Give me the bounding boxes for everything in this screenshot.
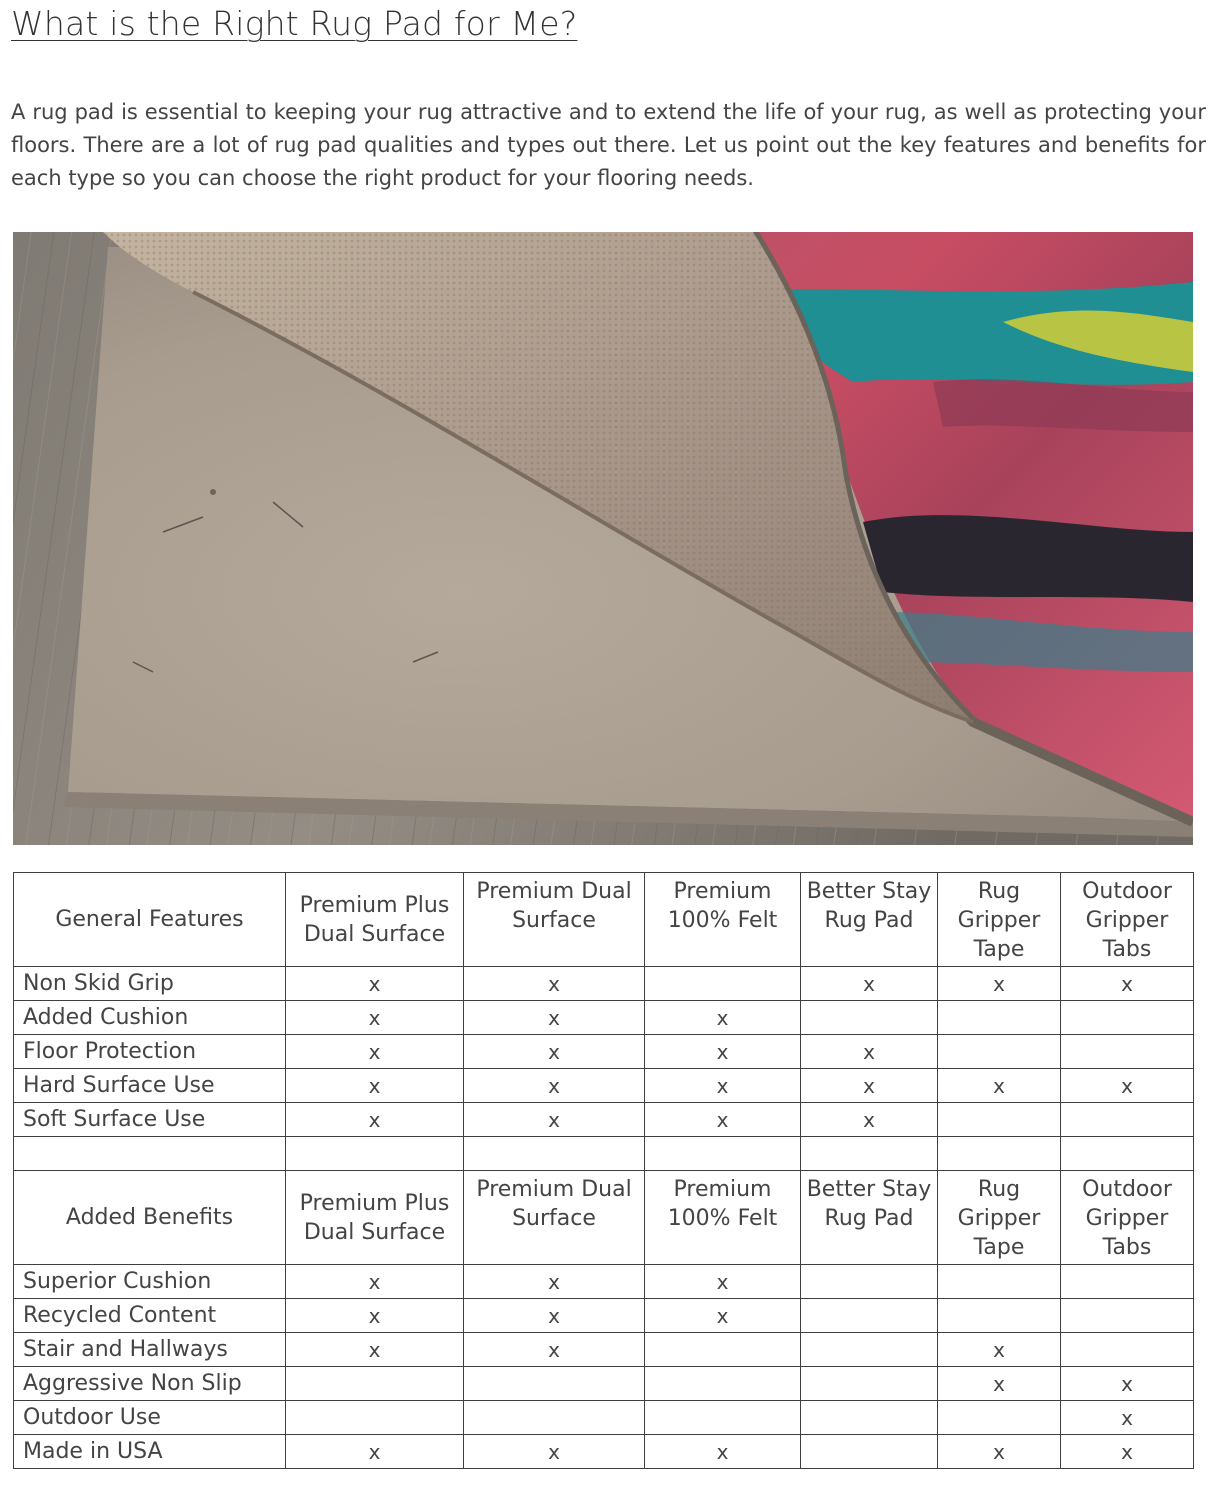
spacer-row xyxy=(14,1137,1194,1171)
check-mark: x xyxy=(1061,1401,1194,1435)
check-mark: x xyxy=(801,1069,938,1103)
check-mark: x xyxy=(645,1299,801,1333)
section-header-row xyxy=(14,873,1194,967)
empty-cell xyxy=(801,1265,938,1299)
empty-cell xyxy=(645,1367,801,1401)
section-heading: Added Benefits xyxy=(14,1171,286,1265)
feature-label: Aggressive Non Slip xyxy=(14,1367,286,1401)
table-row xyxy=(14,1435,1194,1469)
empty-cell xyxy=(801,1299,938,1333)
check-mark: x xyxy=(1061,1367,1194,1401)
check-mark: x xyxy=(286,967,464,1001)
table-row xyxy=(14,1103,1194,1137)
check-mark: x xyxy=(286,1435,464,1469)
product-header: Premium Plus Dual Surface xyxy=(286,1171,464,1265)
empty-cell xyxy=(1061,1333,1194,1367)
check-mark: x xyxy=(801,967,938,1001)
check-mark: x xyxy=(286,1265,464,1299)
empty-cell xyxy=(938,1299,1061,1333)
rug-pad-photo xyxy=(13,232,1193,845)
empty-cell xyxy=(464,1367,645,1401)
check-mark: x xyxy=(464,1299,645,1333)
product-header: Rug Gripper Tape xyxy=(938,1171,1061,1265)
feature-label: Outdoor Use xyxy=(14,1401,286,1435)
check-mark: x xyxy=(1061,967,1194,1001)
empty-cell xyxy=(1061,1035,1194,1069)
empty-cell xyxy=(801,1435,938,1469)
check-mark: x xyxy=(645,1069,801,1103)
product-header: Better Stay Rug Pad xyxy=(801,1171,938,1265)
empty-cell xyxy=(801,1333,938,1367)
empty-cell xyxy=(938,1137,1061,1171)
check-mark: x xyxy=(286,1035,464,1069)
feature-label: Soft Surface Use xyxy=(14,1103,286,1137)
check-mark: x xyxy=(645,1265,801,1299)
empty-cell xyxy=(938,1103,1061,1137)
check-mark: x xyxy=(938,1333,1061,1367)
empty-cell xyxy=(801,1401,938,1435)
check-mark: x xyxy=(801,1035,938,1069)
check-mark: x xyxy=(938,1367,1061,1401)
empty-cell xyxy=(286,1137,464,1171)
check-mark: x xyxy=(938,967,1061,1001)
check-mark: x xyxy=(1061,1435,1194,1469)
check-mark: x xyxy=(645,1001,801,1035)
check-mark: x xyxy=(464,1103,645,1137)
product-header: Premium 100% Felt xyxy=(645,1171,801,1265)
empty-cell xyxy=(1061,1137,1194,1171)
empty-cell xyxy=(645,1137,801,1171)
table-row xyxy=(14,1333,1194,1367)
table-row xyxy=(14,1265,1194,1299)
check-mark: x xyxy=(645,1035,801,1069)
check-mark: x xyxy=(464,1333,645,1367)
product-header: Premium Dual Surface xyxy=(464,873,645,967)
product-header: Rug Gripper Tape xyxy=(938,873,1061,967)
check-mark: x xyxy=(1061,1069,1194,1103)
product-header: Better Stay Rug Pad xyxy=(801,873,938,967)
feature-label: Made in USA xyxy=(14,1435,286,1469)
check-mark: x xyxy=(938,1069,1061,1103)
empty-cell xyxy=(1061,1001,1194,1035)
check-mark: x xyxy=(801,1103,938,1137)
empty-cell xyxy=(14,1137,286,1171)
check-mark: x xyxy=(286,1299,464,1333)
empty-cell xyxy=(938,1035,1061,1069)
feature-label: Superior Cushion xyxy=(14,1265,286,1299)
check-mark: x xyxy=(464,967,645,1001)
section-heading: General Features xyxy=(14,873,286,967)
feature-label: Floor Protection xyxy=(14,1035,286,1069)
check-mark: x xyxy=(286,1333,464,1367)
empty-cell xyxy=(645,967,801,1001)
table-row xyxy=(14,1001,1194,1035)
empty-cell xyxy=(464,1137,645,1171)
check-mark: x xyxy=(645,1103,801,1137)
check-mark: x xyxy=(938,1435,1061,1469)
check-mark: x xyxy=(645,1435,801,1469)
empty-cell xyxy=(801,1137,938,1171)
table-row xyxy=(14,1401,1194,1435)
product-header: Outdoor Gripper Tabs xyxy=(1061,873,1194,967)
empty-cell xyxy=(801,1001,938,1035)
check-mark: x xyxy=(286,1069,464,1103)
feature-label: Hard Surface Use xyxy=(14,1069,286,1103)
check-mark: x xyxy=(464,1001,645,1035)
intro-paragraph: A rug pad is essential to keeping your rug attractive and to extend the life of your rug, as well as protecting your floors. There are a lot of rug pad qualities and types out there. Let us point out the key features and benefits for each type so you can choose the right product for your flooring needs. xyxy=(11,100,1206,190)
product-header: Premium Plus Dual Surface xyxy=(286,873,464,967)
product-header: Premium 100% Felt xyxy=(645,873,801,967)
product-header: Outdoor Gripper Tabs xyxy=(1061,1171,1194,1265)
empty-cell xyxy=(286,1401,464,1435)
empty-cell xyxy=(1061,1103,1194,1137)
empty-cell xyxy=(286,1367,464,1401)
comparison-table xyxy=(13,872,1194,1469)
empty-cell xyxy=(1061,1265,1194,1299)
table-row xyxy=(14,1069,1194,1103)
empty-cell xyxy=(801,1367,938,1401)
feature-label: Non Skid Grip xyxy=(14,967,286,1001)
feature-label: Stair and Hallways xyxy=(14,1333,286,1367)
empty-cell xyxy=(938,1401,1061,1435)
empty-cell xyxy=(645,1401,801,1435)
check-mark: x xyxy=(464,1035,645,1069)
product-header: Premium Dual Surface xyxy=(464,1171,645,1265)
table-row xyxy=(14,1299,1194,1333)
empty-cell xyxy=(938,1265,1061,1299)
empty-cell xyxy=(938,1001,1061,1035)
table-row xyxy=(14,1367,1194,1401)
feature-label: Recycled Content xyxy=(14,1299,286,1333)
page-title: What is the Right Rug Pad for Me? xyxy=(11,4,578,43)
check-mark: x xyxy=(464,1435,645,1469)
empty-cell xyxy=(1061,1299,1194,1333)
check-mark: x xyxy=(286,1103,464,1137)
check-mark: x xyxy=(464,1069,645,1103)
table-row xyxy=(14,1035,1194,1069)
table-row xyxy=(14,967,1194,1001)
empty-cell xyxy=(645,1333,801,1367)
check-mark: x xyxy=(286,1001,464,1035)
feature-label: Added Cushion xyxy=(14,1001,286,1035)
section-header-row xyxy=(14,1171,1194,1265)
empty-cell xyxy=(464,1401,645,1435)
check-mark: x xyxy=(464,1265,645,1299)
